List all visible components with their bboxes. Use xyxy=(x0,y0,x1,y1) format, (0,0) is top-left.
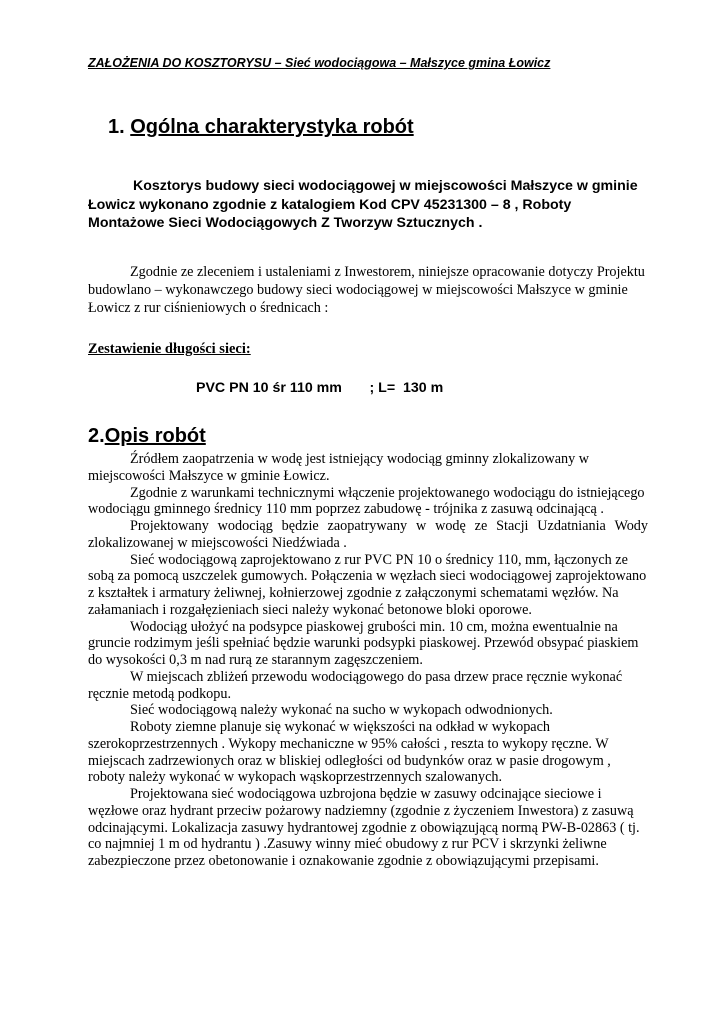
section-2-number: 2. xyxy=(88,425,105,447)
section-1-title: Ogólna charakterystyka robót xyxy=(130,116,414,138)
section-2-heading xyxy=(88,425,206,448)
section-2-paragraph: Sieć wodociągową zaprojektowano z rur PVC PN 10 o średnicy 110, mm, łączonych ze sobą za pomocą uszczelek gumowych. Połączenia w węzłach sieci wodociągowej zaprojektowano z kształtek i armatury żeliwnej, kołnierzowej zgodnie z załączonymi schematami węzłów. Na załamaniach i rozgałęzieniach sieci należy wykonać betonowe bloki oporowe. xyxy=(88,551,647,618)
section-2-paragraph: Roboty ziemne planuje się wykonać w większości na odkład w wykopach szerokoprzestrzennych . Wykopy mechaniczne w 95% całości , reszta to wykopy ręczne. W miejscach zadrzewionych oraz w bliskiej odległości od budynków oraz w pasie drogowym , roboty należy wykonać w wykopach wąskoprzestrzennych szalowanych. xyxy=(88,719,611,786)
section-2-paragraph: Wodociąg ułożyć na podsypce piaskowej grubości min. 10 cm, można ewentualnie na gruncie rodzimym jeśli spełniać będzie warunki podsypki piaskowej. Przewód obsypać piaskiem do wysokości 0,3 m nad rurą ze starannym zagęszczeniem. xyxy=(88,618,639,668)
section-2-paragraph: Sieć wodociągową należy wykonać na sucho w wykopach odwodnionych. xyxy=(130,702,553,719)
section-2-paragraph: Projektowana sieć wodociągowa uzbrojona będzie w zasuwy odcinające sieciowe i węzłowe oraz hydrant przeciw pożarowy nadziemny (zgodnie z życzeniem Inwestora) z zasuwą odcinającymi. Lokalizacja zasuwy hydrantowej zgodnie z obowiązującą normą PW-B-02863 ( tj. co najmniej 1 m od hydrantu ) .Zasuwy winny mieć obudowy z rur PCV i skrzynki żeliwne zabezpieczone przez obetonowanie i oznakowanie zgodnie z obowiązującymi przepisami. xyxy=(88,786,640,869)
pipe-spec: PVC PN 10 śr 110 mm ; L= 130 m xyxy=(196,380,444,396)
section-2-paragraph: Źródłem zaopatrzenia w wodę jest istniejący wodociąg gminny zlokalizowany w miejscowości Małszyce w gminie Łowicz. xyxy=(88,451,589,484)
section-2-paragraph: Projektowany wodociąg będzie zaopatrywany w wodę ze Stacji Uzdatniania Wody zlokalizowanej w miejscowości Niedźwiada . xyxy=(88,518,648,551)
lengths-heading: Zestawienie długości sieci: xyxy=(88,341,251,357)
section-2-paragraph: Zgodnie z warunkami technicznymi włączenie projektowanego wodociągu do istniejącego wodociągu gminnego średnicy 110 mm poprzez zabudowę - trójnika z zasuwą odcinającą . xyxy=(88,484,645,518)
section-2-body xyxy=(88,451,648,870)
section-1-number: 1. xyxy=(108,116,125,138)
section-1-intro: Kosztorys budowy sieci wodociągowej w miejscowości Małszyce w gminie Łowicz wykonano zgodnie z katalogiem Kod CPV 45231300 – 8 , Roboty Montażowe Sieci Wodociągowych Z Tworzyw Sztucznych . xyxy=(88,178,638,231)
document-header: ZAŁOŻENIA DO KOSZTORYSU – Sieć wodociągowa – Małszyce gmina Łowicz xyxy=(88,56,551,70)
section-1-paragraph: Zgodnie ze zleceniem i ustaleniami z Inwestorem, niniejsze opracowanie dotyczy Projektu budowlano – wykonawczego budowy sieci wodociągowej w miejscowości Małszyce w gminie Łowicz z rur ciśnieniowych o średnicach : xyxy=(88,264,645,316)
section-2-title: Opis robót xyxy=(104,425,206,447)
section-1-heading xyxy=(108,116,414,139)
section-2-paragraph: W miejscach zbliżeń przewodu wodociągowego do pasa drzew prace ręcznie wykonać ręcznie metodą podkopu. xyxy=(88,668,623,702)
